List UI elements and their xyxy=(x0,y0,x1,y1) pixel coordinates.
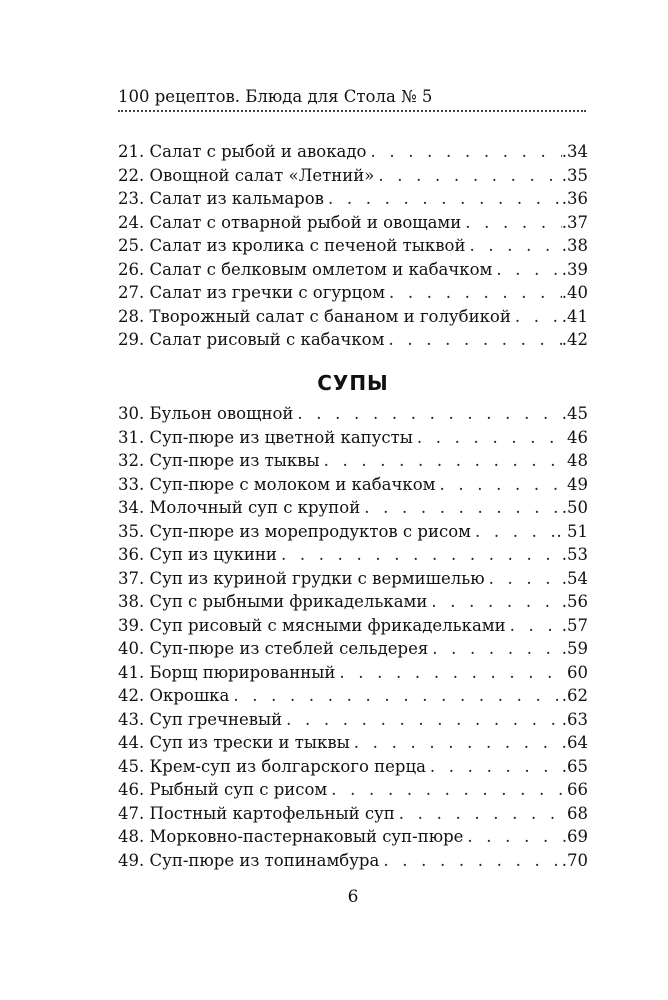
toc-dot-leader xyxy=(471,520,557,544)
toc-entry-page: .35 xyxy=(561,165,588,185)
toc-entry-title: 34. Молочный суп с крупой xyxy=(118,498,361,517)
toc-dot-leader xyxy=(413,426,567,450)
toc-entry-page: .62 xyxy=(561,686,588,705)
toc-entry xyxy=(118,258,588,282)
toc-entry xyxy=(118,708,588,732)
toc-dot-leader xyxy=(465,234,561,258)
toc-entry-page: .45 xyxy=(561,404,588,423)
toc-entry-title: 25. Салат из кролика с печеной тыквой xyxy=(118,236,466,255)
toc-entry-page: .54 xyxy=(561,568,588,588)
toc-entry xyxy=(118,520,588,544)
toc-dot-leader xyxy=(320,449,567,473)
toc-dot-leader xyxy=(277,543,562,567)
running-header: 100 рецептов. Блюда для Стола № 5 xyxy=(118,87,433,106)
toc-entry xyxy=(118,567,588,591)
toc-entry-page: .50 xyxy=(561,498,588,517)
toc-dot-leader xyxy=(492,258,561,282)
toc-entry xyxy=(118,234,588,258)
toc-entry xyxy=(118,164,588,188)
toc-entry-page: 46 xyxy=(567,427,588,447)
toc-entry-title: 35. Суп-пюре из морепродуктов с рисом xyxy=(118,521,471,541)
toc-entry-page: .70 xyxy=(561,850,588,870)
toc-entry-page: .56 xyxy=(561,592,588,611)
toc-entry xyxy=(118,684,588,708)
toc-entry-title: 24. Салат с отварной рыбой и овощами xyxy=(118,212,462,232)
toc-entry-title: 47. Постный картофельный суп xyxy=(118,803,395,823)
toc-entry-page: .37 xyxy=(561,212,588,232)
section-heading: СУПЫ xyxy=(317,371,389,395)
toc-entry xyxy=(118,637,588,661)
toc-entry xyxy=(118,661,588,685)
toc-entry-page: .42 xyxy=(561,330,588,349)
toc-entry xyxy=(118,473,588,497)
toc-entry xyxy=(118,590,588,614)
toc-dot-leader xyxy=(282,708,562,732)
toc-entry-page: .38 xyxy=(561,236,588,255)
toc-entry-page: 48 xyxy=(567,451,588,470)
toc-entry xyxy=(118,849,588,873)
toc-entry-title: 22. Овощной салат «Летний» xyxy=(118,165,375,185)
toc-dot-leader xyxy=(350,731,567,755)
toc-dot-leader xyxy=(324,187,562,211)
toc-dot-leader xyxy=(511,305,562,329)
page-number: 6 xyxy=(347,887,359,907)
toc-entry-title: 29. Салат рисовый с кабачком xyxy=(118,330,385,349)
toc-entry-page: 68 xyxy=(567,803,588,823)
toc-dot-leader xyxy=(374,164,561,188)
toc-entry-page: .40 xyxy=(561,283,588,302)
toc-entry-title: 42. Окрошка xyxy=(118,686,230,705)
toc-entry-title: 41. Борщ пюрированный xyxy=(118,662,336,682)
toc-dot-leader xyxy=(427,590,561,614)
toc-dot-leader xyxy=(335,661,567,685)
toc-entry-title: 49. Суп-пюре из топинамбура xyxy=(118,850,380,870)
toc-entry xyxy=(118,140,588,164)
toc-entry-title: 40. Суп-пюре из стеблей сельдерея xyxy=(118,639,429,658)
toc-entry-title: 26. Салат с белковым омлетом и кабачком xyxy=(118,259,493,279)
toc-dot-leader xyxy=(384,328,561,352)
toc-dot-leader xyxy=(360,496,562,520)
toc-entry-page: . 51 xyxy=(556,521,588,541)
toc-dot-leader xyxy=(395,802,567,826)
toc-dot-leader xyxy=(428,637,561,661)
toc-entry-page: .57 xyxy=(561,615,588,635)
toc-entry-page: .63 xyxy=(561,709,588,729)
toc-entry xyxy=(118,211,588,235)
toc-entry-title: 37. Суп из куриной грудки с вермишелью xyxy=(118,568,485,588)
toc-entry-title: 39. Суп рисовый с мясными фрикадельками xyxy=(118,615,506,635)
toc-entry-title: 31. Суп-пюре из цветной капусты xyxy=(118,427,413,447)
toc-entry xyxy=(118,402,588,426)
toc-entry-title: 36. Суп из цукини xyxy=(118,545,277,564)
toc-entry-title: 28. Творожный салат с бананом и голубикой xyxy=(118,306,511,326)
toc-entry-page: 66 xyxy=(567,780,588,799)
toc-entry xyxy=(118,778,588,802)
toc-entry-page: .36 xyxy=(561,189,588,208)
toc-entry-title: 30. Бульон овощной xyxy=(118,404,294,423)
toc-entry-page: 69 xyxy=(567,827,588,846)
toc-entry-title: 44. Суп из трески и тыквы xyxy=(118,733,350,752)
toc-entry xyxy=(118,187,588,211)
toc-entry-title: 45. Крем-суп из болгарского перца xyxy=(118,756,426,776)
toc-entry xyxy=(118,496,588,520)
toc-entry-page: 49 xyxy=(567,474,588,494)
toc-entry xyxy=(118,802,588,826)
toc-entry-page: .41 xyxy=(561,306,588,326)
toc-entry-title: 48. Морковно-пастернаковый суп-пюре xyxy=(118,827,464,846)
toc-dot-leader xyxy=(461,211,561,235)
toc-entry-page: .59 xyxy=(561,639,588,658)
toc-entry xyxy=(118,281,588,305)
toc-entry-title: 33. Суп-пюре с молоком и кабачком xyxy=(118,474,436,494)
toc-dot-leader xyxy=(379,849,561,873)
toc-dot-leader xyxy=(435,473,567,497)
toc-list-salads xyxy=(118,140,588,352)
toc-entry xyxy=(118,543,588,567)
toc-list-soups xyxy=(118,402,588,872)
toc-entry xyxy=(118,825,588,849)
toc-entry-page: 60 xyxy=(567,662,588,682)
toc-entry xyxy=(118,755,588,779)
toc-dot-leader xyxy=(293,402,561,426)
toc-entry-title: 23. Салат из кальмаров xyxy=(118,189,324,208)
toc-dot-leader xyxy=(327,778,567,802)
toc-dot-leader xyxy=(506,614,562,638)
toc-entry xyxy=(118,328,588,352)
toc-entry-title: 46. Рыбный суп с рисом xyxy=(118,780,328,799)
toc-entry xyxy=(118,426,588,450)
toc-entry-title: 43. Суп гречневый xyxy=(118,709,283,729)
toc-entry-page: .39 xyxy=(561,259,588,279)
toc-dot-leader xyxy=(426,755,562,779)
toc-entry-title: 27. Салат из гречки с огурцом xyxy=(118,283,386,302)
toc-entry xyxy=(118,449,588,473)
toc-dot-leader xyxy=(463,825,567,849)
toc-entry-title: 21. Салат с рыбой и авокадо xyxy=(118,142,367,161)
toc-entry xyxy=(118,305,588,329)
toc-entry-title: 38. Суп с рыбными фрикадельками xyxy=(118,592,428,611)
toc-dot-leader xyxy=(385,281,562,305)
toc-entry xyxy=(118,614,588,638)
toc-entry-page: 64 xyxy=(567,733,588,752)
header-dotted-rule xyxy=(118,110,586,112)
toc-dot-leader xyxy=(366,140,561,164)
toc-entry-page: .53 xyxy=(561,545,588,564)
toc-dot-leader xyxy=(485,567,562,591)
toc-entry xyxy=(118,731,588,755)
toc-entry-page: .65 xyxy=(561,756,588,776)
toc-entry-page: .34 xyxy=(561,142,588,161)
toc-entry-title: 32. Суп-пюре из тыквы xyxy=(118,451,320,470)
toc-dot-leader xyxy=(229,684,561,708)
